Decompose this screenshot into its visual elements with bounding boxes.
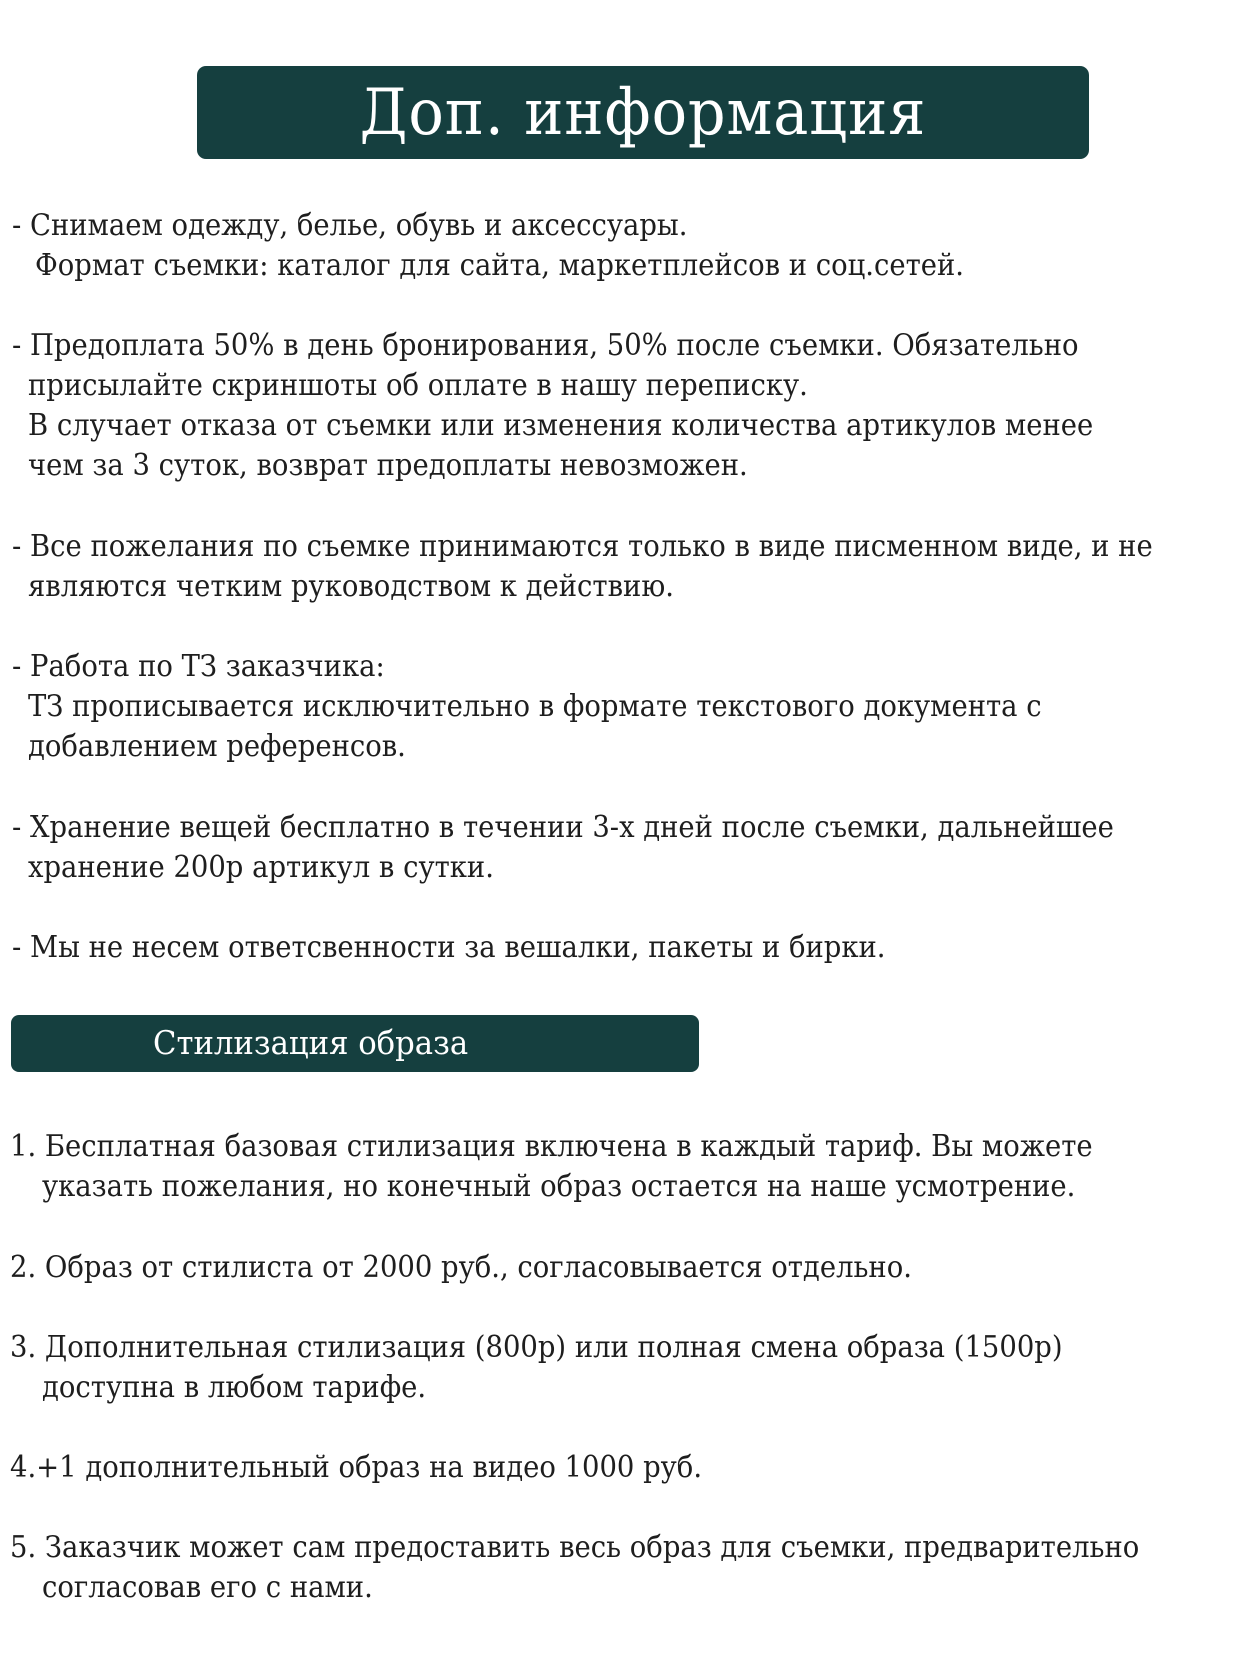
page-title: Доп. информация [359,75,927,150]
styling-item-5-line-2: согласовав его с нами. [42,1570,373,1604]
styling-item-1-line-1: 1. Бесплатная базовая стилизация включена в каждый тариф. Вы можете [10,1129,1093,1163]
styling-item-3-line-2: доступна в любом тарифе. [42,1370,427,1404]
info-item-3-line-1: - Все пожелания по съемке принимаются только в виде писменном виде, и не [12,529,1153,563]
styling-section-title: Стилизация образа [153,1023,469,1062]
info-item-2-line-3: В случает отказа от съемки или изменения количества артикулов менее [28,408,1094,442]
info-item-1-line-1: - Снимаем одежду, белье, обувь и аксессуары. [12,208,688,242]
info-item-2-line-2: присылайте скриншоты об оплате в нашу переписку. [28,368,808,402]
info-item-3-line-2: являются четким руководством к действию. [28,569,674,603]
info-item-4-line-3: добавлением референсов. [28,729,406,763]
styling-item-1-line-2: указать пожелания, но конечный образ остается на наше усмотрение. [42,1169,1076,1203]
info-item-5-line-1: - Хранение вещей бесплатно в течении 3-х дней после съемки, дальнейшее [12,810,1114,844]
info-item-1-line-2: Формат съемки: каталог для сайта, маркетплейсов и соц.сетей. [35,248,965,282]
title-banner [197,66,1089,159]
styling-section-banner [11,1015,699,1072]
styling-item-2-line-1: 2. Образ от стилиста от 2000 руб., согласовывается отдельно. [10,1250,912,1284]
styling-item-5-line-1: 5. Заказчик может сам предоставить весь образ для съемки, предварительно [10,1530,1140,1564]
styling-item-3-line-1: 3. Дополнительная стилизация (800р) или полная смена образа (1500р) [10,1330,1063,1364]
info-item-2-line-4: чем за 3 суток, возврат предоплаты невозможен. [28,448,748,482]
info-item-5-line-2: хранение 200р артикул в сутки. [28,850,494,884]
info-item-4-line-1: - Работа по ТЗ заказчика: [12,649,385,683]
info-item-4-line-2: ТЗ прописывается исключительно в формате текстового документа с [28,689,1042,723]
styling-item-4-line-1: 4.+1 дополнительный образ на видео 1000 руб. [10,1450,703,1484]
info-item-6-line-1: - Мы не несем ответсвенности за вешалки, пакеты и бирки. [12,930,886,964]
info-item-2-line-1: - Предоплата 50% в день бронирования, 50% после съемки. Обязательно [12,328,1079,362]
